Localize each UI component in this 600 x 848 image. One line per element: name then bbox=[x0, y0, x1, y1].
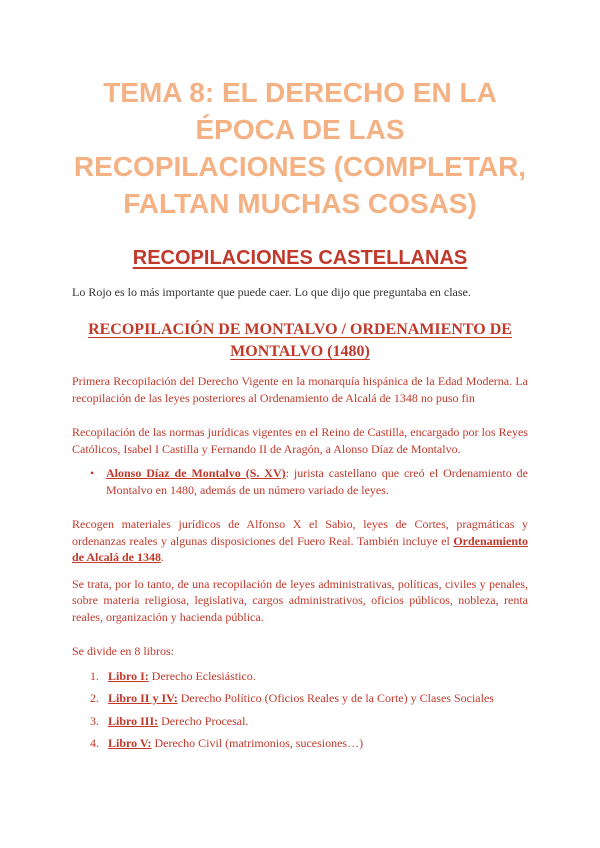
ordenamiento-alcala-link[interactable]: Ordenamiento de Alcalá de 1348 bbox=[72, 533, 528, 564]
book-label: Libro III: bbox=[108, 713, 159, 728]
paragraph-materials-text: Recogen materiales jurídicos de Alfonso X el Sabio, leyes de Cortes, pragmáticas y ordenanzas reales y algunas disposiciones del Fuero Real. También incluye el bbox=[72, 517, 528, 548]
document-title: TEMA 8: EL DERECHO EN LA ÉPOCA DE LAS RECOPILACIONES (COMPLETAR, FALTAN MUCHAS COSAS) bbox=[73, 77, 527, 219]
book-label: Libro V: bbox=[108, 736, 152, 750]
paragraph-laws-summary: Se trata, por lo tanto, de una recopilación de leyes administrativas, políticas, civiles y penales, sobre materia religiosa, legislativa, cargos administrativos, oficios públicos, nobleza, renta reales, organización y hacienda pública. bbox=[72, 576, 528, 624]
author-bullet-list bbox=[72, 465, 528, 498]
paragraph-first-compilation: Primera Recopilación del Derecho Vigente en la monarquía hispánica de la Edad Moderna. La recopilación de las leyes posteriores al Ordenamiento de Alcalá de 1348 no puso fin bbox=[72, 374, 528, 405]
bullet-text: : jurista castellano que creó el Ordenamiento de Montalvo en 1480, además de un número variado de leyes. bbox=[106, 466, 528, 497]
paragraph-materials bbox=[72, 516, 528, 566]
book-description: Derecho Eclesiástico. bbox=[148, 668, 256, 683]
book-description: Derecho Procesal. bbox=[158, 713, 249, 728]
book-description: Derecho Político (Oficios Reales y de la Corte) y Clases Sociales bbox=[177, 691, 494, 705]
list-number: 1. bbox=[90, 668, 99, 683]
intro-note: Lo Rojo es lo más importante que puede caer. Lo que dijo que preguntaba en clase. bbox=[72, 285, 471, 299]
list-item bbox=[72, 668, 528, 684]
list-item bbox=[72, 735, 528, 751]
book-description: Derecho Civil (matrimonios, sucesiones…) bbox=[151, 736, 364, 750]
book-label: Libro II y IV: bbox=[108, 691, 178, 705]
list-number: 3. bbox=[90, 713, 99, 728]
list-number: 4. bbox=[90, 736, 99, 750]
list-item bbox=[72, 713, 528, 729]
list-number: 2. bbox=[90, 691, 99, 705]
section-heading: RECOPILACIONES CASTELLANAS bbox=[132, 247, 468, 269]
paragraph-books-intro: Se divide en 8 libros: bbox=[72, 644, 174, 658]
list-item bbox=[106, 465, 528, 498]
book-label: Libro I: bbox=[108, 668, 149, 683]
books-list bbox=[72, 668, 528, 752]
paragraph-materials-end: . bbox=[161, 550, 164, 564]
subsection-heading: RECOPILACIÓN DE MONTALVO / ORDENAMIENTO DE MONTALVO (1480) bbox=[88, 321, 512, 360]
paragraph-castilla-norms: Recopilación de las normas jurídicas vigentes en el Reino de Castilla, encargado por los Reyes Católicos, Isabel I Castilla y Fernando II de Aragón, a Alonso Díaz de Montalvo. bbox=[72, 425, 528, 456]
list-item bbox=[72, 690, 528, 706]
bullet-term: Alonso Díaz de Montalvo (S. XV) bbox=[106, 466, 286, 480]
